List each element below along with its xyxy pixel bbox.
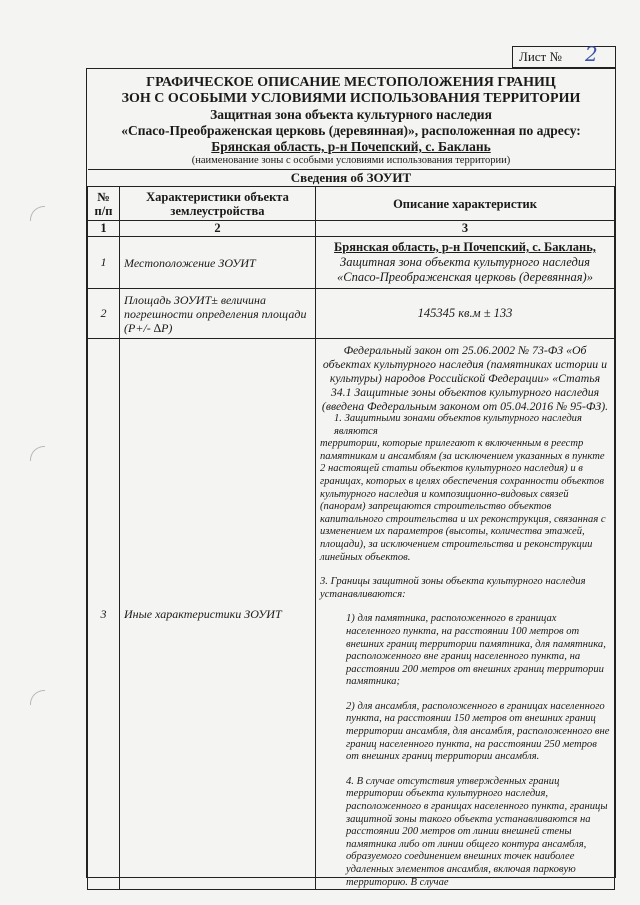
section-title-row [88, 170, 615, 187]
clause-1-text: территории, которые прилегают к включенным в реестр памятникам и ансамблям (за исключением указанных в пункте 2 настоящей статьи объектов культурного наследия) и в границах, которых в целях обеспечения сохранности объектов культурного наследия и композиционно-видовых связей (панорам) запрещаются строительство объектов капитального строительства и их реконструкция, связанная с изменением их параметров (высоты, количества этажей, площади), за исключением строительства и реконструкции линейных объектов. [320, 438, 606, 563]
header-line-3: Защитная зона объекта культурного наследия [210, 107, 492, 122]
sheet-number-box [512, 42, 616, 68]
clause-3-1-text: 1) для памятника, расположенного в границах населенного пункта, на расстоянии 100 метров от внешних границ территории памятника, для памятника, расположенного вне границ населенного пункта, на расстоянии 200 метров от внешних границ территории памятника; [346, 613, 606, 688]
zone-info-table [87, 169, 615, 890]
header-line-2: ЗОН С ОСОБЫМИ УСЛОВИЯМИ ИСПОЛЬЗОВАНИЯ ТЕРРИТОРИИ [121, 91, 581, 106]
punch-hole-mark [30, 446, 45, 461]
clause-1-heading: 1. Защитными зонами объектов культурного наследия являются [334, 413, 582, 437]
clause-3-2-text: 2) для ансамбля, расположенного в границах населенного пункта, на расстоянии 150 метров от внешних границ территории ансамбля, для ансамбля, расположенного вне границ населенного пункта, на расстоянии 250 метров от внешних границ территории ансамбля. [346, 700, 610, 763]
header-address: Брянская область, р-н Почепский, с. Баклань [211, 139, 491, 154]
clause-3-heading: 3. Границы защитной зоны объекта культурного наследия устанавливаются: [320, 576, 586, 600]
area-value: 145345 кв.м ± 133 [316, 289, 615, 339]
table-row [88, 237, 615, 289]
document-frame [86, 68, 616, 888]
header-caption: (наименование зоны с особыми условиями использования территории) [191, 155, 511, 166]
col-number: 3 [316, 221, 615, 237]
sheet-number: 2 [585, 42, 598, 66]
section-title: Сведения об ЗОУИТ [88, 170, 615, 187]
header-line-1: ГРАФИЧЕСКОЕ ОПИСАНИЕ МЕСТОПОЛОЖЕНИЯ ГРАНИЦ [146, 75, 556, 90]
column-header-row [88, 187, 615, 221]
clause-4-text: 4. В случае отсутствия утвержденных границ территории объекта культурного наследия, расположенного в границах населенного пункта, границы защитной зоны такого объекта устанавливаются на расстоянии 200 метров от линии внешней стены памятника либо от линии общего контура ансамбля, образуемого соединением внешних точек наиболее удаленных элементов ансамбля, включая парковую территорию. В случае [346, 775, 608, 888]
other-characteristics-text [316, 339, 615, 890]
sheet-label: Лист № [519, 49, 562, 64]
row-number: 3 [88, 339, 120, 890]
row-characteristic: Площадь ЗОУИТ± величина погрешности определения площади (Р+/- ∆Р) [120, 289, 316, 339]
row-number: 1 [88, 237, 120, 289]
punch-hole-mark [30, 690, 45, 705]
column-number-row [88, 221, 615, 237]
col-header-description: Описание характеристик [316, 187, 615, 221]
header-line-4: «Спасо-Преображенская церковь (деревянная)», расположенная по адресу: [121, 123, 581, 138]
table-row [88, 289, 615, 339]
document-header [87, 69, 615, 169]
punch-hole-mark [30, 206, 45, 221]
col-header-characteristic: Характеристики объекта землеустройства [120, 187, 316, 221]
location-address: Брянская область, р-н Почепский, с. Баклань, [334, 240, 596, 254]
law-reference: Федеральный закон от 25.06.2002 № 73-ФЗ «Об объектах культурного наследия (памятниках истории и культуры) народов Российской Федерации» «Статья 34.1 Защитные зоны объектов культурного наследия (введена Федеральным законом от 05.04.2016 № 95-ФЗ). [321, 343, 609, 413]
col-header-number: № п/п [88, 187, 120, 221]
row-characteristic: Иные характеристики ЗОУИТ [120, 339, 316, 890]
row-characteristic: Местоположение ЗОУИТ [120, 237, 316, 289]
row-number: 2 [88, 289, 120, 339]
row-description [316, 237, 615, 289]
table-row [88, 339, 615, 890]
col-number: 1 [88, 221, 120, 237]
location-object: Защитная зона объекта культурного наследия «Спасо-Преображенская церковь (деревянная)» [337, 255, 593, 284]
col-number: 2 [120, 221, 316, 237]
